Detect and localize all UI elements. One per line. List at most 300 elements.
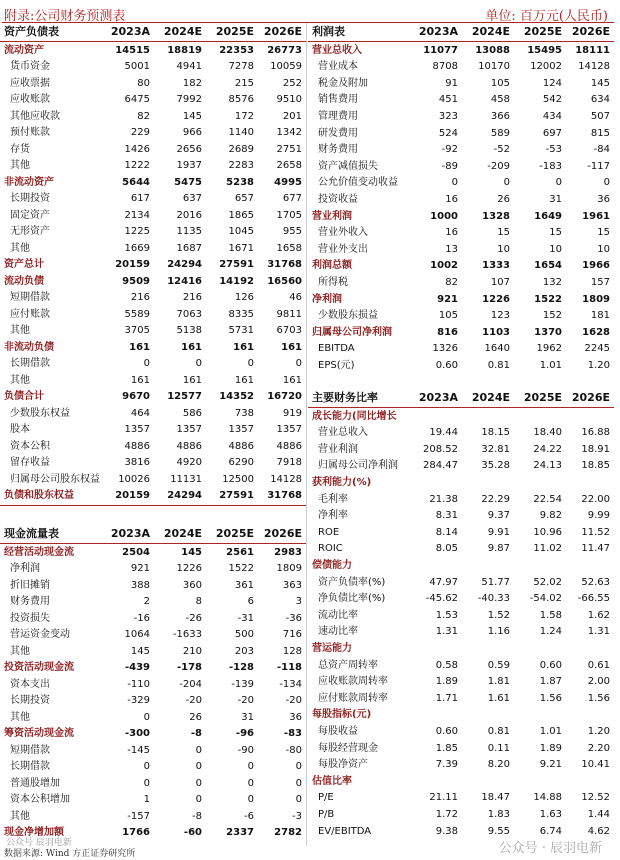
cell-value: 20159 — [115, 490, 150, 501]
row-label: 负债和股东权益 — [4, 490, 74, 501]
table-row — [0, 792, 306, 809]
cell-value: 366 — [490, 111, 510, 122]
cell-value: 2.00 — [587, 676, 610, 688]
cell-value: 18111 — [575, 44, 610, 56]
cell-value: -117 — [587, 160, 610, 172]
table-header-row — [308, 24, 614, 42]
row-label: 股本 — [10, 424, 30, 435]
cell-value: 145 — [182, 110, 202, 122]
table-row — [0, 274, 306, 291]
table-row — [308, 425, 614, 442]
cell-value: 1.20 — [587, 726, 610, 737]
cell-value: 738 — [234, 407, 254, 419]
table-row — [308, 525, 614, 542]
cell-value: 2337 — [226, 827, 254, 838]
cell-value: 0 — [503, 177, 510, 189]
row-label: 长期投资 — [10, 695, 50, 706]
cell-value: 24294 — [167, 490, 202, 501]
cell-value: 252 — [282, 77, 302, 89]
cell-value: 464 — [130, 407, 150, 419]
row-label: 归属母公司净利润 — [318, 460, 398, 472]
cell-value: 31 — [549, 194, 562, 205]
year-header: 2024E — [471, 391, 510, 404]
cell-value: -6 — [244, 810, 254, 822]
cell-value: 46 — [289, 292, 302, 303]
cell-value: 0 — [603, 177, 610, 189]
row-label: 短期借款 — [10, 744, 50, 756]
cell-value: 0 — [195, 761, 202, 772]
cell-value: 4995 — [274, 176, 302, 188]
year-header: 2023A — [110, 25, 150, 38]
row-label: 少数股东损益 — [318, 310, 378, 322]
cell-value: 123 — [490, 310, 510, 322]
cell-value: 434 — [542, 111, 562, 122]
row-label: 其他 — [10, 645, 30, 657]
row-label: 所得税 — [318, 277, 348, 288]
table-row — [308, 674, 614, 691]
row-label: 货币资金 — [10, 61, 50, 72]
cell-value: 677 — [282, 193, 302, 204]
row-label: 净利润 — [10, 563, 40, 574]
row-label: 毛利率 — [318, 493, 348, 505]
cell-value: 161 — [281, 341, 302, 353]
cell-value: 47.97 — [429, 576, 458, 588]
table-row — [0, 627, 306, 644]
cell-value: 1045 — [228, 226, 254, 237]
table-row — [308, 741, 614, 758]
row-label: 长期投资 — [10, 193, 50, 204]
row-label: P/E — [318, 792, 334, 804]
cell-value: -300 — [124, 728, 150, 739]
cell-value: 0.58 — [435, 659, 458, 671]
cell-value: 82 — [445, 277, 458, 288]
cell-value: 921 — [130, 563, 150, 574]
cell-value: -1633 — [172, 629, 202, 640]
cell-value: 32.81 — [481, 443, 510, 455]
cell-value: 15 — [497, 227, 510, 239]
row-label: 税金及附加 — [318, 77, 368, 89]
cell-value: 1226 — [176, 563, 202, 574]
cell-value: 1865 — [228, 209, 254, 221]
cell-value: 0 — [195, 794, 202, 805]
cell-value: -204 — [179, 678, 202, 690]
cell-value: 20159 — [115, 259, 150, 270]
cell-value: 816 — [437, 326, 458, 338]
row-label: 其他 — [10, 711, 30, 723]
row-label: 其他 — [10, 325, 30, 336]
cell-value: 1357 — [124, 424, 150, 435]
cell-value: 1328 — [482, 210, 510, 222]
row-label: P/B — [318, 809, 335, 820]
table-row — [308, 707, 614, 724]
table-row — [308, 641, 614, 658]
cell-value: 617 — [130, 193, 150, 204]
cell-value: 1522 — [228, 563, 254, 574]
cell-value: 8335 — [228, 308, 254, 320]
table-title: 利润表 — [312, 25, 345, 38]
cell-value: -92 — [441, 144, 458, 156]
cell-value: 657 — [234, 193, 254, 204]
cell-value: 1.52 — [487, 609, 510, 621]
cell-value: 8576 — [228, 94, 254, 105]
cell-value: -139 — [231, 678, 254, 690]
cell-value: -157 — [127, 810, 150, 822]
table-row — [308, 92, 614, 109]
cell-value: -178 — [176, 662, 202, 673]
cell-value: 8.31 — [435, 510, 458, 522]
cell-value: 2283 — [228, 160, 254, 171]
cell-value: 5589 — [124, 308, 150, 320]
cell-value: 1140 — [228, 127, 254, 138]
table-row — [308, 807, 614, 824]
table-row — [0, 759, 306, 776]
cell-value: 82 — [137, 110, 150, 122]
table-row — [0, 809, 306, 826]
cell-value: 9.21 — [539, 759, 562, 771]
row-label: 资产负债率(%) — [318, 576, 386, 588]
cell-value: 216 — [130, 292, 150, 303]
row-label: 应付账款 — [10, 308, 50, 320]
cell-value: 31768 — [267, 259, 302, 270]
table-row — [308, 126, 614, 143]
cell-value: 9.82 — [539, 510, 562, 522]
cell-value: 161 — [282, 374, 302, 386]
row-label: 资本支出 — [10, 678, 50, 690]
table-row — [308, 492, 614, 509]
cell-value: 0 — [143, 358, 150, 369]
cell-value: 5238 — [226, 176, 254, 188]
table-row — [0, 389, 306, 406]
cell-value: -20 — [285, 695, 302, 706]
year-header: 2023A — [418, 391, 458, 404]
cell-value: 229 — [130, 127, 150, 138]
cell-value: -209 — [487, 160, 510, 172]
cell-value: -20 — [237, 695, 254, 706]
cell-value: 1809 — [582, 293, 610, 305]
cell-value: 1.87 — [539, 676, 562, 688]
year-header: 2026E — [571, 391, 610, 404]
cell-value: 1.44 — [587, 809, 610, 820]
cell-value: 815 — [590, 127, 610, 139]
row-label: 营业成本 — [318, 61, 358, 73]
row-label: 预付账款 — [10, 127, 50, 138]
row-label: 营业外支出 — [318, 243, 368, 255]
row-label: 营运资金变动 — [10, 629, 70, 640]
cell-value: 145 — [590, 77, 610, 89]
cell-value: -36 — [285, 612, 302, 624]
year-header: 2023A — [418, 25, 458, 38]
cell-value: 10059 — [270, 61, 302, 72]
cell-value: 1961 — [582, 210, 610, 222]
cell-value: 2561 — [226, 546, 254, 558]
cell-value: 1.31 — [435, 626, 458, 638]
cell-value: 1671 — [228, 242, 254, 254]
cell-value: 1.58 — [539, 609, 562, 621]
cell-value: 80 — [137, 77, 150, 89]
row-label: 净利润 — [312, 293, 342, 305]
cell-value: 24.13 — [533, 460, 562, 472]
cell-value: 6703 — [276, 325, 302, 336]
cell-value: 31768 — [267, 490, 302, 501]
row-label: 少数股东权益 — [10, 407, 70, 419]
row-label: 投资损失 — [10, 612, 50, 624]
cell-value: 0.81 — [487, 360, 510, 371]
table-row — [0, 439, 306, 456]
cell-value: 5731 — [228, 325, 254, 336]
table-title: 资产负债表 — [4, 25, 59, 38]
cell-value: -45.62 — [425, 593, 458, 605]
table-row — [308, 275, 614, 292]
row-label: 偿债能力 — [312, 560, 352, 571]
cell-value: 921 — [437, 293, 458, 305]
row-label: 每股经营现金 — [318, 742, 378, 754]
cell-value: 7278 — [228, 61, 254, 72]
cell-value: 1658 — [276, 242, 302, 254]
cell-value: 10.41 — [581, 759, 610, 771]
cell-value: 9811 — [276, 308, 302, 320]
cell-value: 1.53 — [435, 609, 458, 621]
table-row — [308, 458, 614, 475]
cell-value: 161 — [129, 341, 150, 353]
cell-value: 1357 — [228, 424, 254, 435]
table-row — [0, 545, 306, 562]
cell-value: 11131 — [170, 473, 202, 485]
page-header — [4, 3, 614, 23]
row-label: 存货 — [10, 143, 30, 155]
row-label: 负债合计 — [4, 391, 44, 402]
cell-value: 1628 — [582, 326, 610, 338]
year-header: 2024E — [163, 527, 202, 540]
table-row — [308, 109, 614, 126]
cell-value: 6 — [247, 596, 254, 607]
cell-value: 8.20 — [487, 759, 510, 771]
table-row — [0, 743, 306, 760]
cell-value: 182 — [182, 77, 202, 89]
cell-value: 9.99 — [587, 510, 610, 522]
cell-value: 107 — [490, 277, 510, 288]
cell-value: 18.91 — [581, 443, 610, 455]
cell-value: 52.02 — [533, 576, 562, 588]
column-divider — [306, 23, 307, 846]
cell-value: 1357 — [276, 424, 302, 435]
table-row — [308, 292, 614, 309]
cell-value: 284.47 — [423, 460, 458, 472]
table-row — [308, 192, 614, 209]
cell-value: 1640 — [484, 343, 510, 355]
cell-value: -128 — [228, 662, 254, 673]
cell-value: 1064 — [124, 629, 150, 640]
cell-value: 0 — [143, 777, 150, 789]
cell-value: 1669 — [124, 242, 150, 254]
cell-value: 2134 — [124, 209, 150, 221]
cell-value: -84 — [593, 144, 610, 156]
cell-value: -40.33 — [477, 593, 510, 605]
row-label: 应收账款周转率 — [318, 676, 388, 688]
table-row — [0, 726, 306, 743]
row-label: 其他 — [10, 160, 30, 171]
cell-value: 12002 — [530, 61, 562, 73]
table-row — [0, 644, 306, 661]
table-row — [0, 175, 306, 192]
row-label: 营业外收入 — [318, 227, 368, 239]
table-row — [308, 691, 614, 708]
cell-value: 161 — [234, 374, 254, 386]
cell-value: 10 — [549, 243, 562, 255]
cell-value: -96 — [235, 728, 254, 739]
cell-value: 966 — [182, 127, 202, 138]
cell-value: 2 — [143, 596, 150, 607]
cell-value: 1225 — [124, 226, 150, 237]
cell-value: 524 — [438, 127, 458, 139]
cell-value: 124 — [542, 77, 562, 89]
cell-value: 0 — [295, 794, 302, 805]
row-label: 营业利润 — [312, 210, 352, 222]
cell-value: 1649 — [534, 210, 562, 222]
cell-value: -26 — [185, 612, 202, 624]
cell-value: 5475 — [174, 176, 202, 188]
cell-value: 27591 — [219, 259, 254, 270]
table-row — [308, 43, 614, 60]
cell-value: 2.20 — [587, 742, 610, 754]
row-label: EPS(元) — [318, 360, 355, 371]
year-header: 2024E — [163, 25, 202, 38]
cell-value: 1.31 — [587, 626, 610, 638]
cell-value: 2016 — [176, 209, 202, 221]
cell-value: 9.91 — [487, 526, 510, 538]
cell-value: 586 — [182, 407, 202, 419]
cell-value: 955 — [282, 226, 302, 237]
cell-value: 157 — [590, 277, 610, 288]
row-label: 速动比率 — [318, 626, 358, 638]
table-row — [308, 541, 614, 558]
cell-value: 10 — [497, 243, 510, 255]
cell-value: 145 — [181, 546, 202, 558]
cell-value: 0 — [295, 761, 302, 772]
cell-value: 1.16 — [487, 626, 510, 638]
year-header: 2026E — [263, 527, 302, 540]
cell-value: 14128 — [578, 61, 610, 73]
year-header: 2025E — [523, 391, 562, 404]
table-row — [0, 611, 306, 628]
row-label: 公允价值变动收益 — [318, 177, 398, 189]
table-row — [308, 59, 614, 76]
cell-value: 6.74 — [539, 825, 562, 837]
cell-value: 4941 — [176, 61, 202, 72]
table-row — [308, 175, 614, 192]
table-row — [0, 208, 306, 225]
table-row — [0, 290, 306, 307]
year-header: 2025E — [523, 25, 562, 38]
cell-value: -60 — [183, 827, 202, 838]
cell-value: -118 — [276, 662, 302, 673]
row-label: 长期借款 — [10, 761, 50, 772]
cell-value: 1809 — [276, 563, 302, 574]
cell-value: 1937 — [176, 160, 202, 171]
row-label: 其他 — [10, 242, 30, 254]
cell-value: 8708 — [432, 61, 458, 73]
cell-value: 451 — [438, 94, 458, 106]
table-row — [0, 224, 306, 241]
row-label: 投资收益 — [318, 194, 358, 205]
cell-value: 7.39 — [435, 759, 458, 771]
cell-value: 2689 — [228, 143, 254, 155]
table-row — [0, 43, 306, 60]
cell-value: 634 — [590, 94, 610, 106]
table-row — [308, 159, 614, 176]
year-header: 2023A — [110, 527, 150, 540]
cell-value: 14352 — [219, 391, 254, 402]
cell-value: 19.44 — [429, 427, 458, 439]
cell-value: 8 — [195, 596, 202, 607]
cell-value: -134 — [279, 678, 302, 690]
cell-value: -83 — [283, 728, 302, 739]
row-label: 营运能力 — [312, 643, 352, 654]
table-row — [0, 776, 306, 793]
cell-value: -439 — [124, 662, 150, 673]
cell-value: 361 — [234, 579, 254, 591]
row-label: 非流动资产 — [4, 176, 54, 188]
cell-value: 4886 — [276, 440, 302, 452]
row-label: 短期借款 — [10, 292, 50, 303]
row-label: 研发费用 — [318, 127, 358, 139]
cell-value: 1357 — [176, 424, 202, 435]
cell-value: 11077 — [423, 44, 458, 56]
table-row — [308, 308, 614, 325]
row-label: 利润总额 — [312, 260, 352, 272]
table-row — [0, 307, 306, 324]
row-label: 财务费用 — [318, 144, 358, 156]
cell-value: -183 — [539, 160, 562, 172]
cell-value: 161 — [233, 341, 254, 353]
row-label: ROIC — [318, 543, 343, 555]
cell-value: 12577 — [167, 391, 202, 402]
table-title: 现金流量表 — [4, 527, 59, 540]
row-label: 管理费用 — [318, 111, 358, 122]
row-label: 资产减值损失 — [318, 160, 378, 172]
row-label: 应付账款周转率 — [318, 692, 388, 704]
cell-value: 16560 — [267, 275, 302, 287]
cell-value: 36 — [597, 194, 610, 205]
cell-value: 0.61 — [587, 659, 610, 671]
cell-value: -90 — [237, 744, 254, 756]
row-label: 销售费用 — [318, 94, 358, 106]
cell-value: 22.00 — [581, 493, 610, 505]
cell-value: 7063 — [176, 308, 202, 320]
table-row — [308, 508, 614, 525]
cell-value: 500 — [234, 629, 254, 640]
year-header: 2026E — [263, 25, 302, 38]
table-row — [308, 774, 614, 791]
cell-value: 12416 — [167, 275, 202, 287]
cell-value: 11.02 — [533, 543, 562, 555]
table-row — [308, 225, 614, 242]
row-label: 长期借款 — [10, 358, 50, 369]
row-label: 每股净资产 — [318, 759, 368, 771]
cell-value: -66.55 — [577, 593, 610, 605]
cell-value: 35.28 — [481, 460, 510, 472]
cell-value: 0 — [195, 358, 202, 369]
table-row — [308, 258, 614, 275]
cell-value: 18819 — [167, 44, 202, 56]
cell-value: 10.96 — [533, 526, 562, 538]
cell-value: 1.81 — [487, 676, 510, 688]
cell-value: -31 — [237, 612, 254, 624]
table-row — [308, 409, 614, 426]
cell-value: 14.88 — [533, 792, 562, 804]
cell-value: 203 — [234, 645, 254, 657]
cell-value: 9.37 — [487, 510, 510, 522]
cell-value: 1.20 — [587, 360, 610, 371]
